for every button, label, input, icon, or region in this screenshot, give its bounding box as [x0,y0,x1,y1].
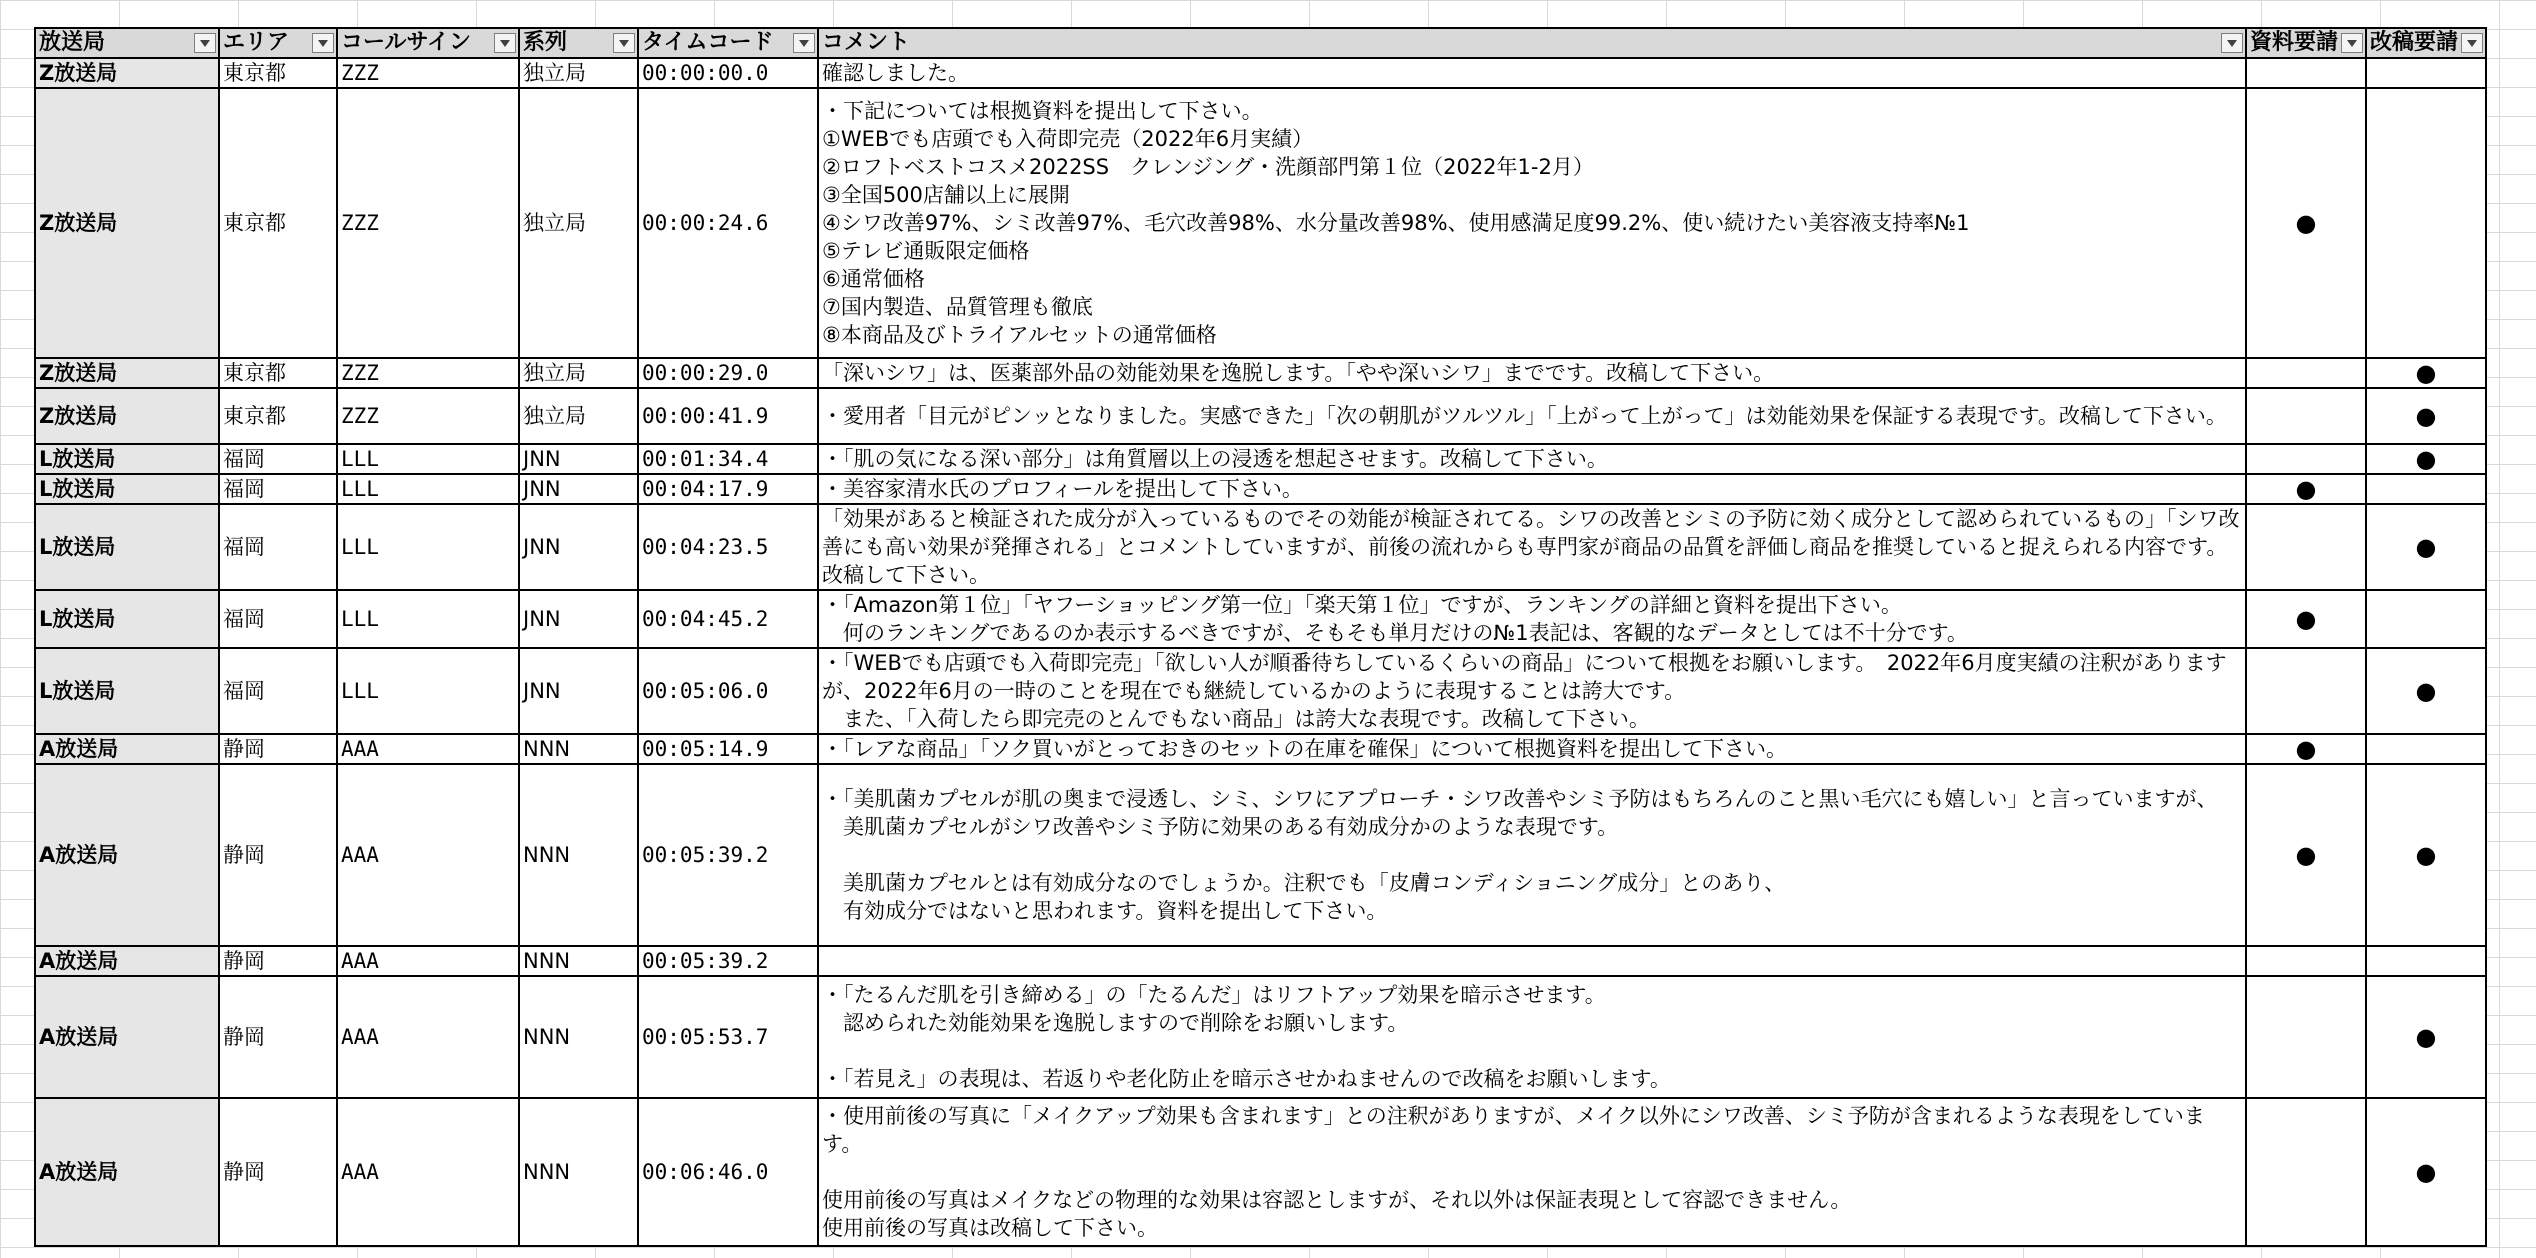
review-sheet-table [34,27,2487,1247]
cell-comment[interactable]: ・「WEBでも店頭でも入荷即完売」「欲しい人が順番待ちしているくらいの商品」について根拠をお願いします。 2022年6月度実績の注釈がありますが、2022年6月の一時のことを現在でも継続しているかのように表現することは誇大です。 また、「入荷したら即完売のとんでもない商品」は誇大な表現です。改稿して下さい。 [818,648,2246,734]
cell-revision-request[interactable]: ● [2366,504,2486,590]
table-row [35,734,2486,764]
cell-material-request[interactable] [2246,504,2366,590]
cell-network[interactable]: 独立局 [519,88,638,358]
cell-station[interactable]: L放送局 [35,474,219,504]
cell-callsign[interactable]: AAA [337,946,519,976]
cell-material-request[interactable] [2246,358,2366,388]
filter-dropdown-icon[interactable] [494,33,516,53]
cell-network[interactable]: JNN [519,590,638,648]
cell-material-request[interactable]: ● [2246,734,2366,764]
cell-area[interactable]: 東京都 [219,388,337,444]
cell-comment[interactable]: ・美容家清水氏のプロフィールを提出して下さい。 [818,474,2246,504]
cell-timecode[interactable]: 00:00:24.6 [638,88,818,358]
filter-dropdown-icon[interactable] [2461,33,2483,53]
column-header-callsign [337,28,519,58]
table-row [35,474,2486,504]
cell-comment[interactable]: ・「肌の気になる深い部分」は角質層以上の浸透を想起させます。改稿して下さい。 [818,444,2246,474]
cell-revision-request[interactable]: ● [2366,358,2486,388]
cell-callsign[interactable]: ZZZ [337,388,519,444]
cell-area[interactable]: 東京都 [219,358,337,388]
cell-callsign[interactable]: AAA [337,764,519,946]
cell-callsign[interactable]: LLL [337,444,519,474]
column-header-area [219,28,337,58]
cell-area[interactable]: 福岡 [219,504,337,590]
cell-timecode[interactable]: 00:00:00.0 [638,58,818,88]
cell-revision-request[interactable] [2366,946,2486,976]
column-header-label: エリア [223,30,290,55]
cell-revision-request[interactable]: ● [2366,764,2486,946]
column-header-comment [818,28,2246,58]
cell-timecode[interactable]: 00:05:53.7 [638,976,818,1098]
table-row [35,58,2486,88]
cell-area[interactable]: 静岡 [219,734,337,764]
cell-area[interactable]: 静岡 [219,976,337,1098]
cell-revision-request[interactable] [2366,58,2486,88]
cell-network[interactable]: NNN [519,1098,638,1246]
cell-station[interactable]: A放送局 [35,946,219,976]
cell-comment[interactable]: 「深いシワ」は、医薬部外品の効能効果を逸脱します。「やや深いシワ」までです。改稿して下さい。 [818,358,2246,388]
cell-area[interactable]: 静岡 [219,1098,337,1246]
column-header-label: 資料要請 [2250,30,2339,55]
cell-material-request[interactable] [2246,58,2366,88]
column-header-label: コールサイン [341,30,472,55]
column-header-revision [2366,28,2486,58]
cell-callsign[interactable]: ZZZ [337,88,519,358]
cell-material-request[interactable] [2246,388,2366,444]
cell-material-request[interactable] [2246,1098,2366,1246]
cell-network[interactable]: 独立局 [519,358,638,388]
cell-station[interactable]: Z放送局 [35,388,219,444]
cell-callsign[interactable]: LLL [337,504,519,590]
cell-material-request[interactable] [2246,976,2366,1098]
cell-revision-request[interactable]: ● [2366,648,2486,734]
cell-material-request[interactable]: ● [2246,764,2366,946]
cell-network[interactable]: 独立局 [519,58,638,88]
cell-area[interactable]: 静岡 [219,764,337,946]
cell-revision-request[interactable]: ● [2366,976,2486,1098]
cell-comment[interactable]: ・「美肌菌カプセルが肌の奥まで浸透し、シミ、シワにアプローチ・シワ改善やシミ予防はもちろんのこと黒い毛穴にも嬉しい」と言っていますが、 美肌菌カプセルがシワ改善やシミ予防に効果のある有効成分かのような表現です。 美肌菌カプセルとは有効成分なのでしょうか。注釈でも「皮膚コンディショニング成分」とのあり、 有効成分ではないと思われます。資料を提出して下さい。 [818,764,2246,946]
table-row [35,946,2486,976]
cell-timecode[interactable]: 00:05:14.9 [638,734,818,764]
filter-dropdown-icon[interactable] [2341,33,2363,53]
table-row [35,88,2486,358]
cell-material-request[interactable] [2246,444,2366,474]
cell-timecode[interactable]: 00:00:41.9 [638,388,818,444]
cell-material-request[interactable]: ● [2246,474,2366,504]
filter-dropdown-icon[interactable] [613,33,635,53]
cell-area[interactable]: 東京都 [219,58,337,88]
cell-station[interactable]: L放送局 [35,444,219,474]
column-header-label: コメント [822,30,911,55]
cell-comment[interactable]: ・使用前後の写真に「メイクアップ効果も含まれます」との注釈がありますが、メイク以外にシワ改善、シミ予防が含まれるような表現をしています。 使用前後の写真はメイクなどの物理的な効果は容認としますが、それ以外は保証表現として容認できません。 使用前後の写真は改稿して下さい。 [818,1098,2246,1246]
cell-comment[interactable]: 確認しました。 [818,58,2246,88]
column-header-timecode [638,28,818,58]
column-header-network [519,28,638,58]
cell-network[interactable]: JNN [519,504,638,590]
cell-station[interactable]: Z放送局 [35,358,219,388]
cell-revision-request[interactable]: ● [2366,1098,2486,1246]
cell-callsign[interactable]: LLL [337,648,519,734]
table-row [35,590,2486,648]
column-header-label: 放送局 [39,30,106,55]
cell-station[interactable]: L放送局 [35,590,219,648]
cell-material-request[interactable]: ● [2246,88,2366,358]
cell-timecode[interactable]: 00:04:23.5 [638,504,818,590]
cell-network[interactable]: JNN [519,648,638,734]
cell-revision-request[interactable]: ● [2366,444,2486,474]
cell-timecode[interactable]: 00:05:06.0 [638,648,818,734]
cell-network[interactable]: NNN [519,764,638,946]
cell-material-request[interactable]: ● [2246,590,2366,648]
cell-timecode[interactable]: 00:01:34.4 [638,444,818,474]
table-row [35,388,2486,444]
cell-timecode[interactable]: 00:00:29.0 [638,358,818,388]
cell-comment[interactable]: ・「レアな商品」「ソク買いがとっておきのセットの在庫を確保」について根拠資料を提出して下さい。 [818,734,2246,764]
cell-revision-request[interactable]: ● [2366,388,2486,444]
cell-comment[interactable] [818,946,2246,976]
cell-area[interactable]: 東京都 [219,88,337,358]
table-row [35,976,2486,1098]
cell-timecode[interactable]: 00:05:39.2 [638,764,818,946]
cell-area[interactable]: 福岡 [219,590,337,648]
cell-station[interactable]: Z放送局 [35,88,219,358]
table-row [35,444,2486,474]
cell-callsign[interactable]: AAA [337,1098,519,1246]
filter-dropdown-icon[interactable] [194,33,216,53]
column-header-label: 改稿要請 [2370,30,2459,55]
column-header-station [35,28,219,58]
filter-dropdown-icon[interactable] [312,33,334,53]
cell-comment[interactable]: ・「たるんだ肌を引き締める」の「たるんだ」はリフトアップ効果を暗示させます。 認められた効能効果を逸脱しますので削除をお願いします。 ・「若見え」の表現は、若返りや老化防止を暗示させかねませんので改稿をお願いします。 [818,976,2246,1098]
cell-station[interactable]: A放送局 [35,764,219,946]
cell-station[interactable]: A放送局 [35,1098,219,1246]
column-header-label: タイムコード [642,30,774,55]
cell-callsign[interactable]: ZZZ [337,58,519,88]
cell-station[interactable]: L放送局 [35,504,219,590]
cell-callsign[interactable]: LLL [337,474,519,504]
cell-timecode[interactable]: 00:06:46.0 [638,1098,818,1246]
table-row [35,648,2486,734]
cell-area[interactable]: 福岡 [219,474,337,504]
column-header-label: 系列 [523,30,568,55]
cell-callsign[interactable]: ZZZ [337,358,519,388]
cell-network[interactable]: NNN [519,946,638,976]
cell-material-request[interactable] [2246,946,2366,976]
column-header-material [2246,28,2366,58]
cell-area[interactable]: 福岡 [219,444,337,474]
cell-revision-request[interactable] [2366,734,2486,764]
cell-network[interactable]: NNN [519,976,638,1098]
table-row [35,504,2486,590]
cell-revision-request[interactable] [2366,474,2486,504]
cell-timecode[interactable]: 00:05:39.2 [638,946,818,976]
table-row [35,1098,2486,1246]
filter-dropdown-icon[interactable] [793,33,815,53]
cell-comment[interactable]: ・「Amazon第１位」「ヤフーショッピング第一位」「楽天第１位」ですが、ランキングの詳細と資料を提出下さい。 何のランキングであるのか表示するべきですが、そもそも単月だけの№1表記は、客観的なデータとしては不十分です。 [818,590,2246,648]
cell-revision-request[interactable] [2366,88,2486,358]
cell-timecode[interactable]: 00:04:45.2 [638,590,818,648]
cell-station[interactable]: L放送局 [35,648,219,734]
cell-network[interactable]: JNN [519,444,638,474]
cell-area[interactable]: 静岡 [219,946,337,976]
cell-timecode[interactable]: 00:04:17.9 [638,474,818,504]
table-row [35,358,2486,388]
cell-comment[interactable]: 「効果があると検証された成分が入っているものでその効能が検証されてる。シワの改善とシミの予防に効く成分として認められているもの」「シワ改善にも高い効果が発揮される」とコメントしていますが、前後の流れからも専門家が商品の品質を評価し商品を推奨していると捉えられる内容です。改稿して下さい。 [818,504,2246,590]
cell-revision-request[interactable] [2366,590,2486,648]
cell-network[interactable]: NNN [519,734,638,764]
cell-network[interactable]: 独立局 [519,388,638,444]
table-row [35,764,2486,946]
cell-callsign[interactable]: LLL [337,590,519,648]
cell-material-request[interactable] [2246,648,2366,734]
cell-callsign[interactable]: AAA [337,976,519,1098]
cell-station[interactable]: A放送局 [35,976,219,1098]
header-row [35,28,2486,58]
cell-station[interactable]: Z放送局 [35,58,219,88]
cell-callsign[interactable]: AAA [337,734,519,764]
cell-area[interactable]: 福岡 [219,648,337,734]
cell-network[interactable]: JNN [519,474,638,504]
cell-comment[interactable]: ・愛用者「目元がピンッとなりました。実感できた」「次の朝肌がツルツル」「上がって上がって」は効能効果を保証する表現です。改稿して下さい。 [818,388,2246,444]
cell-comment[interactable]: ・下記については根拠資料を提出して下さい。 ①WEBでも店頭でも入荷即完売（2022年6月実績） ②ロフトベストコスメ2022SS クレンジング・洗顔部門第１位（2022年1-2月） ③全国500店舗以上に展開 ④シワ改善97%、シミ改善97%、毛穴改善98%、水分量改善98%、使用感満足度99.2%、使い続けたい美容液支持率№1 ⑤テレビ通販限定価格 ⑥通常価格 ⑦国内製造、品質管理も徹底 ⑧本商品及びトライアルセットの通常価格 [818,88,2246,358]
filter-dropdown-icon[interactable] [2221,33,2243,53]
cell-station[interactable]: A放送局 [35,734,219,764]
